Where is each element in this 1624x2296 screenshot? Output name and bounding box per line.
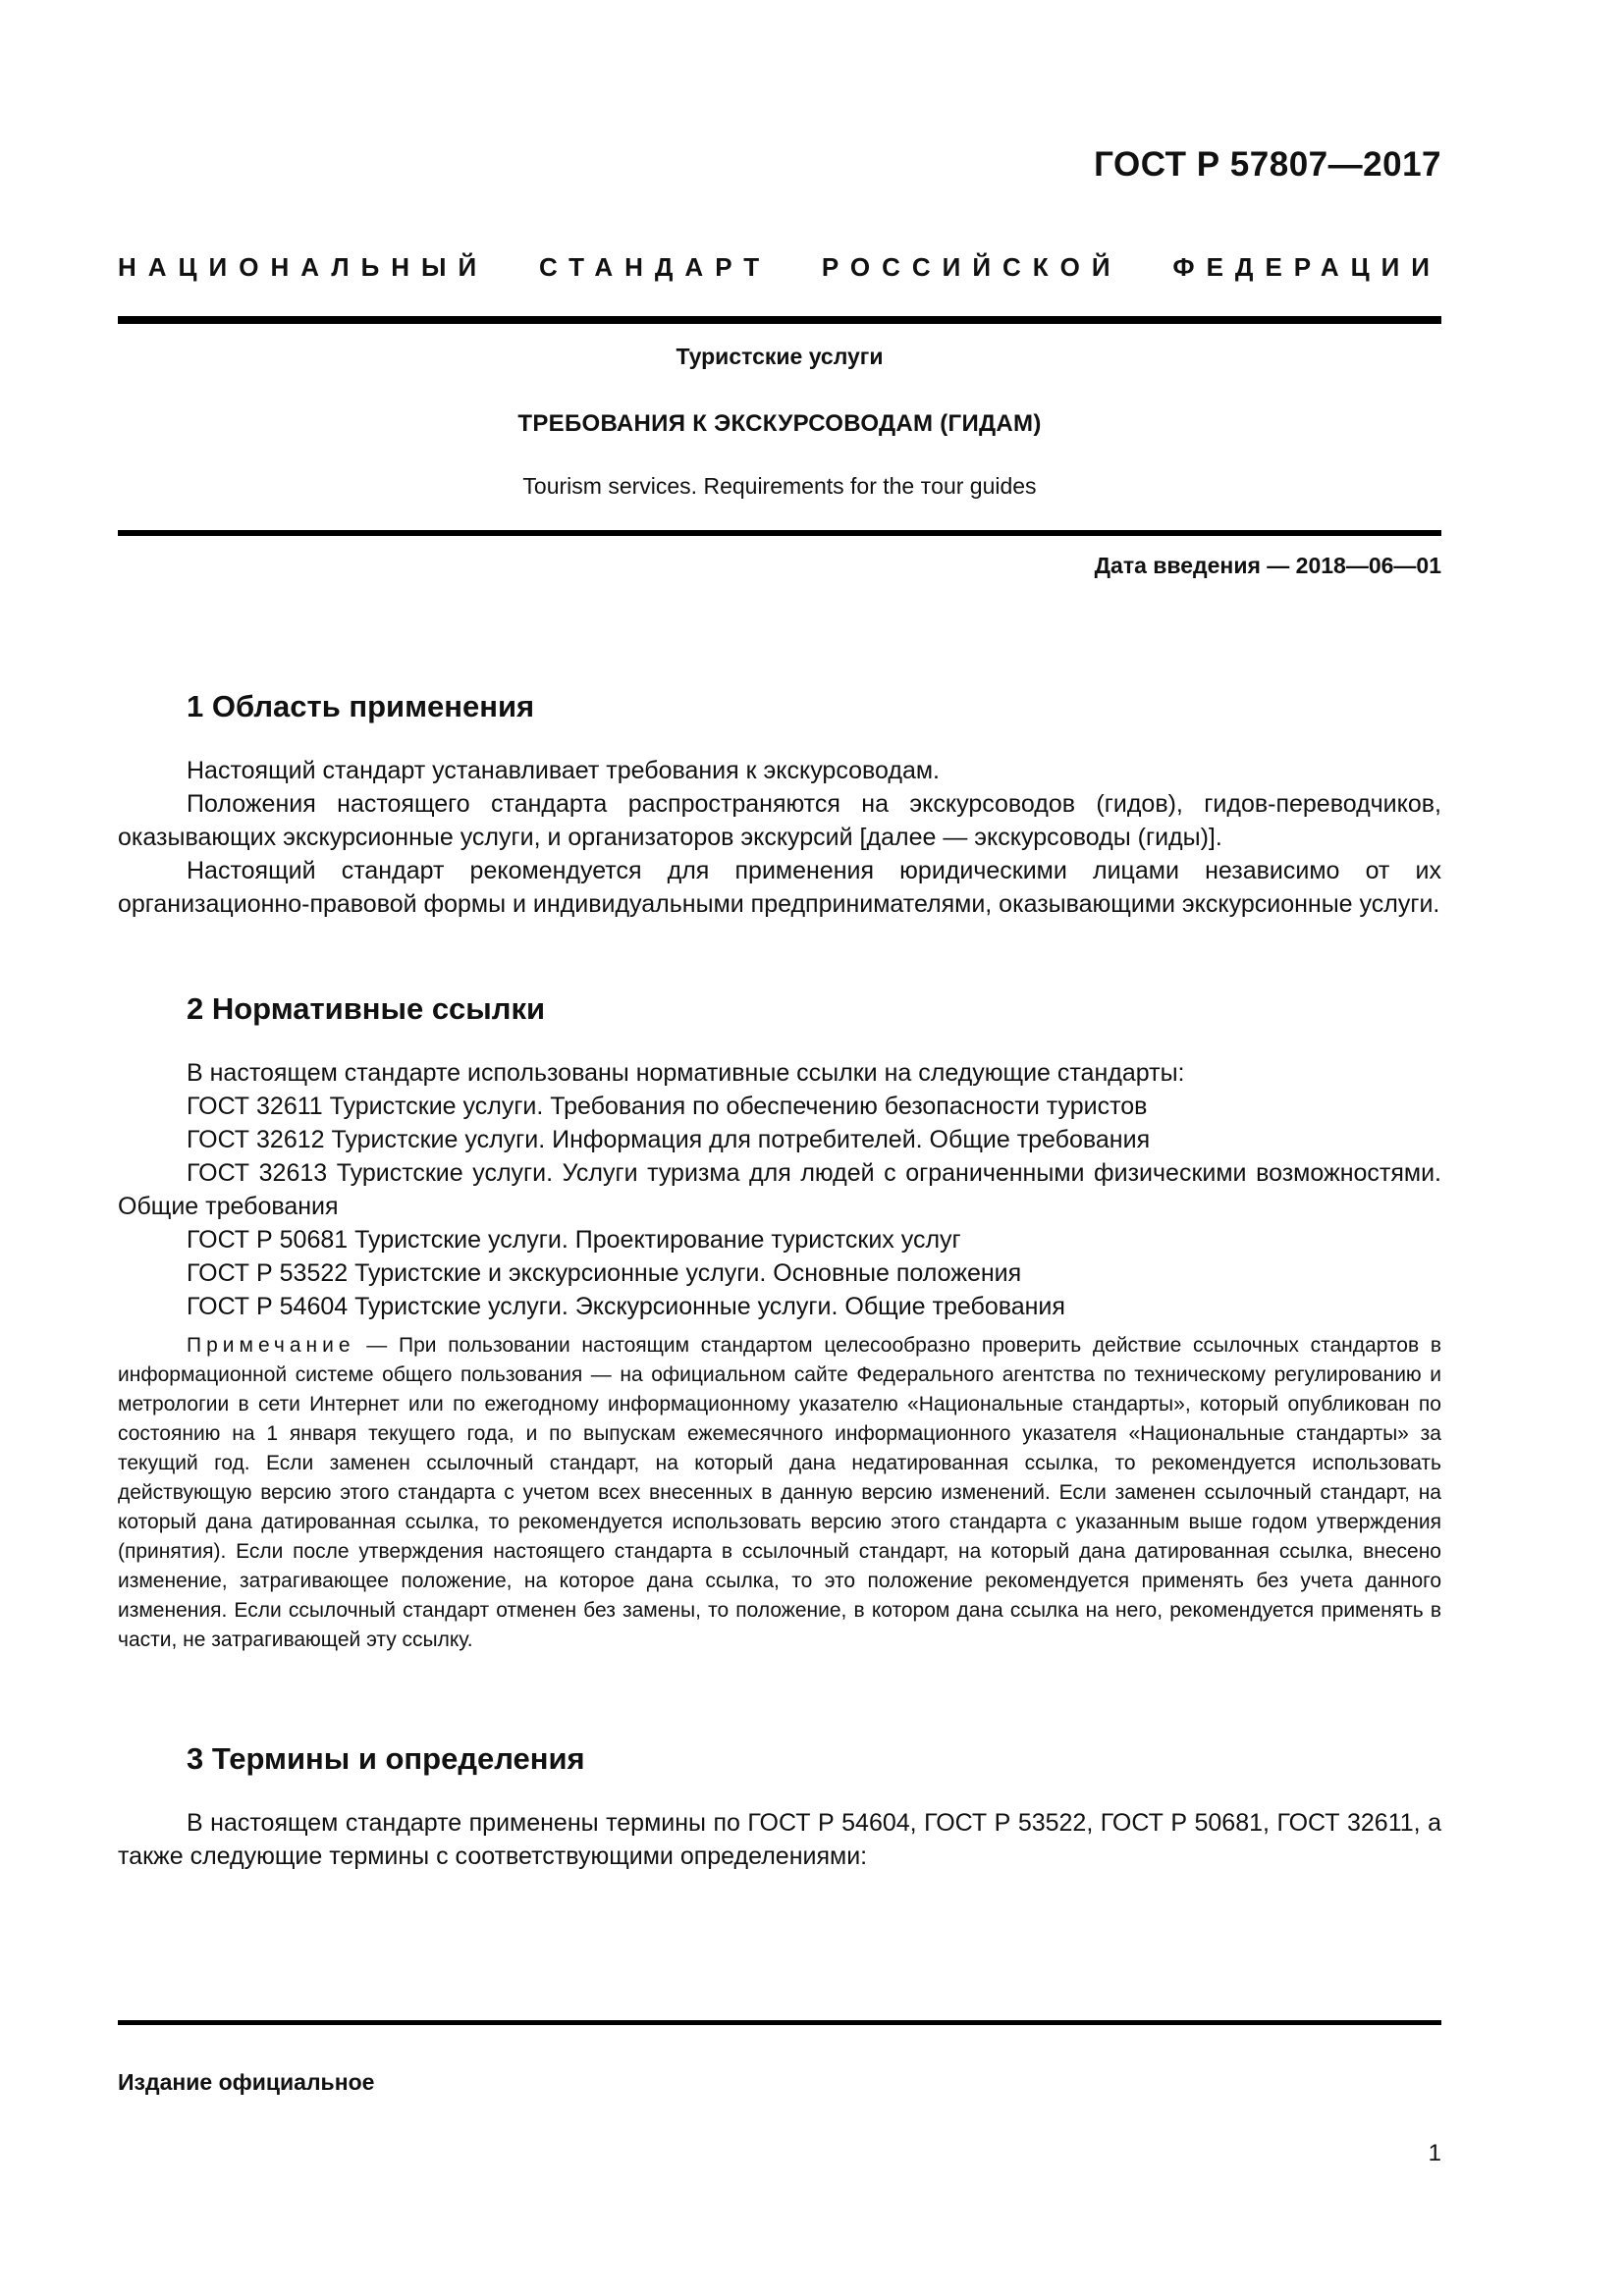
section-heading: 2 Нормативные ссылки — [187, 991, 546, 1026]
paragraph: В настоящем стандарте использованы нормативные ссылки на следующие стандарты: — [187, 1059, 1185, 1087]
header-rule — [118, 316, 1441, 324]
paragraph: Настоящий стандарт рекомендуется для применения юридическими лицами независимо от их организационно-правовой формы и индивидуальными предпринимателями, оказывающими экскурсионные услуги. — [118, 857, 1441, 918]
reference-item: ГОСТ 32611 Туристские услуги. Требования по обеспечению безопасности туристов — [187, 1093, 1148, 1120]
document-title-english: Tourism services. Requirements for the тour guides — [522, 473, 1037, 499]
paragraph: Настоящий стандарт устанавливает требования к экскурсоводам. — [187, 757, 940, 784]
footer-rule — [118, 2020, 1441, 2025]
note-text: — При пользовании настоящим стандартом целесообразно проверить действие ссылочных стандартов в информационной системе общего пользования — на официальном сайте Федерального агентства по техническому регулированию и метрологии в сети Интернет или по ежегодному информационному указателю «Национальные стандарты», который опубликован по состоянию на 1 января текущего года, и по выпускам ежемесячного информационного указателя «Национальные стандарты» за текущий год. Если заменен ссылочный стандарт, на который дана недатированная ссылка, то рекомендуется использовать действующую версию этого стандарта с учетом всех внесенных в данную версию изменений. Если заменен ссылочный стандарт, на который дана датированная ссылка, то рекомендуется использовать версию этого стандарта с указанным выше годом утверждения (принятия). Если после утверждения настоящего стандарта в ссылочный стандарт, на который дана датированная ссылка, внесено изменение, затрагивающее положение, на которое дана ссылка, то это положение рекомендуется применять без учета данного изменения. Если ссылочный стандарт отменен без замены, то положение, в котором дана ссылка на него, рекомендуется применять в части, не затрагивающей эту ссылку. — [118, 1334, 1441, 1651]
introduction-date: Дата введения — 2018—06—01 — [1094, 553, 1441, 578]
note-label: Примечание — [187, 1334, 355, 1357]
section-normative-references — [118, 989, 1441, 1655]
note — [118, 1331, 1441, 1655]
section-heading: 1 Область применения — [187, 689, 535, 723]
section-terms-definitions — [118, 1739, 1441, 1873]
reference-item: ГОСТ Р 50681 Туристские услуги. Проектирование туристских услуг — [187, 1226, 961, 1254]
document-number: ГОСТ Р 57807—2017 — [1094, 145, 1441, 184]
paragraph: В настоящем стандарте применены термины по ГОСТ Р 54604, ГОСТ Р 53522, ГОСТ Р 50681, ГОСТ 32611, а также следующие термины с соответствующими определениями: — [118, 1809, 1441, 1870]
edition-label: Издание официальное — [118, 2069, 375, 2095]
reference-item: ГОСТ Р 53522 Туристские и экскурсионные услуги. Основные положения — [187, 1259, 1022, 1287]
reference-item: ГОСТ 32613 Туристские услуги. Услуги туризма для людей с ограниченными физическими возможностями. Общие требования — [118, 1159, 1441, 1220]
standard-heading: НАЦИОНАЛЬНЫЙ СТАНДАРТ РОССИЙСКОЙ ФЕДЕРАЦИИ — [118, 252, 1441, 282]
reference-item: ГОСТ 32612 Туристские услуги. Информация для потребителей. Общие требования — [187, 1126, 1151, 1153]
reference-item: ГОСТ Р 54604 Туристские услуги. Экскурсионные услуги. Общие требования — [187, 1293, 1065, 1320]
paragraph: Положения настоящего стандарта распространяются на экскурсоводов (гидов), гидов-переводчиков, оказывающих экскурсионные услуги, и организаторов экскурсий [далее — экскурсоводы (гиды)]. — [118, 790, 1441, 851]
page-number: 1 — [1428, 2140, 1441, 2166]
document-subject: Туристские услуги — [676, 344, 884, 369]
document-title: ТРЕБОВАНИЯ К ЭКСКУРСОВОДАМ (ГИДАМ) — [517, 410, 1042, 437]
section-heading: 3 Термины и определения — [187, 1741, 585, 1776]
section-scope — [118, 687, 1441, 921]
title-rule — [118, 530, 1441, 536]
